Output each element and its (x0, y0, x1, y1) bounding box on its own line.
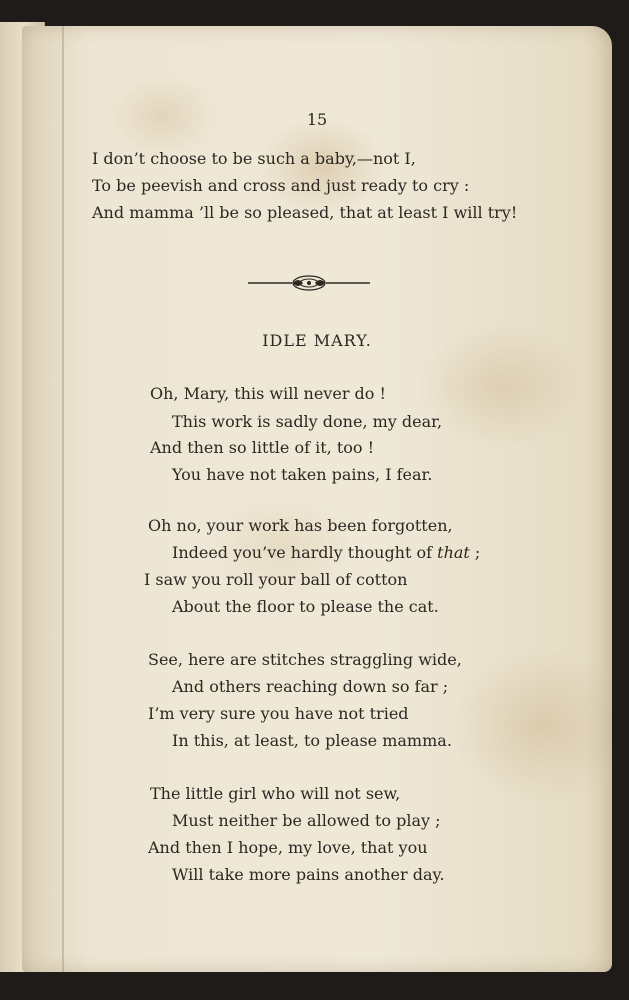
intro-line-1: I don’t choose to be such a baby,—not I, (92, 149, 416, 168)
stanza-2-line-3: I saw you roll your ball of cotton (144, 570, 408, 589)
stanza-2-line-2-emphasis: that (437, 543, 470, 562)
stanza-4-line-3: And then I hope, my love, that you (148, 838, 428, 857)
poem-title: IDLE MARY. (262, 331, 372, 350)
stanza-2-line-4: About the floor to please the cat. (172, 597, 439, 616)
stanza-1-line-2: This work is sadly done, my dear, (172, 412, 443, 431)
page-gutter (62, 26, 64, 972)
page-number: 15 (306, 110, 328, 129)
stanza-3-line-2: And others reaching down so far ; (172, 677, 449, 696)
stanza-3-line-1: See, here are stitches straggling wide, (148, 650, 462, 669)
stanza-4-line-1: The little girl who will not sew, (150, 784, 401, 803)
stanza-2-line-1: Oh no, your work has been forgotten, (148, 516, 453, 535)
stanza-3-line-3: I’m very sure you have not tried (148, 704, 409, 723)
stanza-1-line-4: You have not taken pains, I fear. (172, 465, 433, 484)
stanza-1-line-1: Oh, Mary, this will never do ! (150, 384, 386, 403)
intro-line-2: To be peevish and cross and just ready to cry : (92, 176, 470, 195)
stanza-2-line-2 (172, 543, 480, 562)
stanza-4-line-4: Will take more pains another day. (172, 865, 445, 884)
ornament-divider-icon (248, 270, 370, 296)
stanza-4-line-2: Must neither be allowed to play ; (172, 811, 441, 830)
stanza-2-line-2-suffix: ; (469, 543, 481, 562)
stanza-3-line-4: In this, at least, to please mamma. (172, 731, 452, 750)
stanza-2-line-2-prefix: Indeed you’ve hardly thought of (172, 543, 438, 562)
stanza-1-line-3: And then so little of it, too ! (150, 438, 375, 457)
intro-line-3: And mamma ’ll be so pleased, that at least I will try! (92, 203, 518, 222)
book-page (22, 26, 612, 972)
